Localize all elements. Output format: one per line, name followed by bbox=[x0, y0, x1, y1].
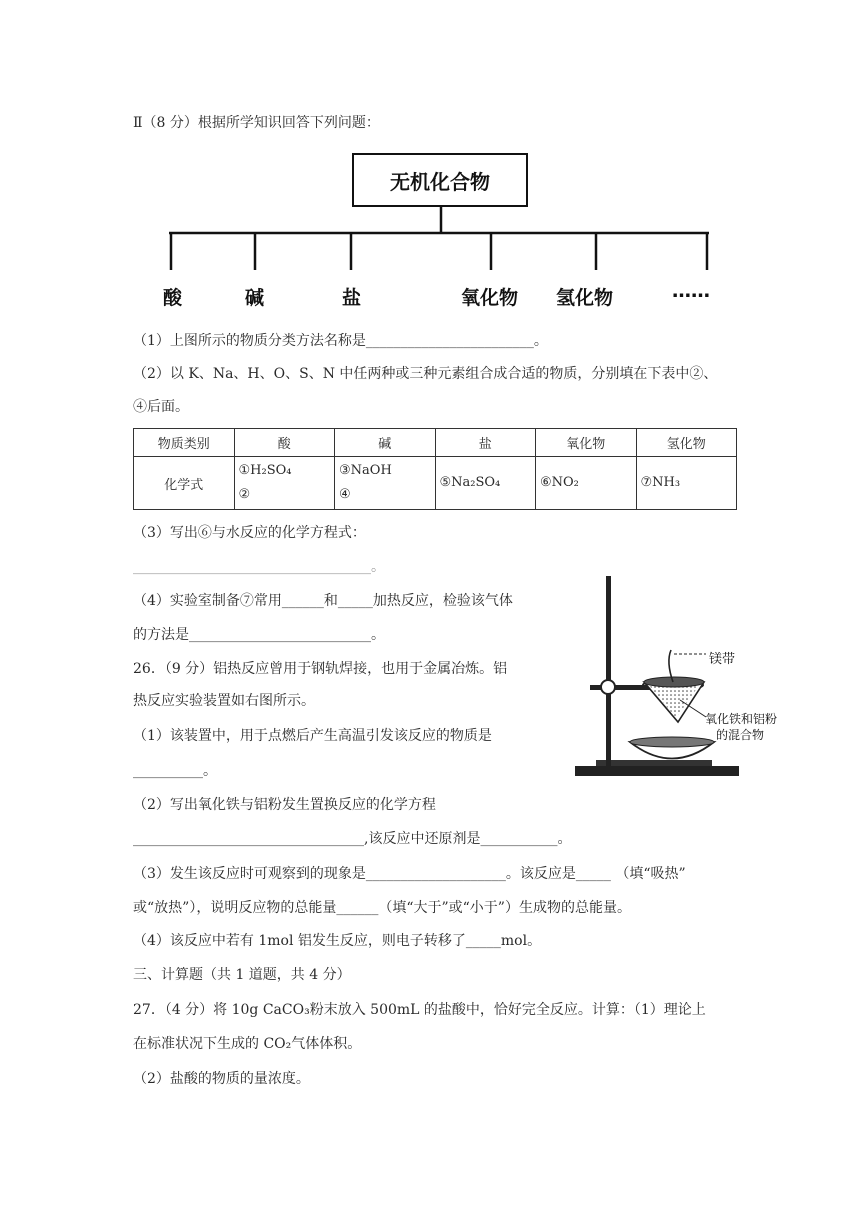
tree-root-box: 无机化合物 bbox=[352, 153, 528, 207]
table-cell-hydride: ⑦NH₃ bbox=[636, 457, 737, 510]
question-26-3-line1: （3）发生该反应时可观察到的现象是____________________。该反应是_____ （填“吸热” bbox=[133, 866, 686, 882]
apparatus-label-mixture-1: 氧化铁和铝粉 bbox=[705, 712, 778, 726]
question-26-3-line2: 或“放热”），说明反应物的总能量______（填“大于”或“小于”）生成物的总能量。 bbox=[133, 900, 631, 916]
table-header-cell: 酸 bbox=[234, 429, 335, 457]
thermite-apparatus-figure bbox=[570, 570, 770, 785]
table-row bbox=[134, 457, 737, 510]
tree-node-base: 碱 bbox=[245, 287, 265, 309]
question-27-2: （2）盐酸的物质的量浓度。 bbox=[133, 1071, 310, 1087]
table-cell-salt: ⑤Na₂SO₄ bbox=[435, 457, 536, 510]
table-header-cell: 盐 bbox=[435, 429, 536, 457]
substance-table bbox=[133, 428, 737, 510]
table-row-label: 化学式 bbox=[134, 457, 235, 510]
apparatus-label-magnesium: 镁带 bbox=[709, 652, 736, 667]
tree-node-hydride: 氢化物 bbox=[556, 287, 614, 309]
question-2-line2: ④后面。 bbox=[133, 399, 189, 415]
base-formula-1: ③NaOH bbox=[339, 463, 392, 478]
question-4-line1: （4）实验室制备⑦常用______和_____加热反应，检验该气体 bbox=[133, 593, 513, 609]
tree-node-ellipsis: …… bbox=[672, 280, 710, 302]
table-header-cell: 氢化物 bbox=[636, 429, 737, 457]
table-cell-base bbox=[335, 457, 436, 510]
question-4-line2: 的方法是__________________________。 bbox=[133, 627, 385, 643]
section-3-heading: 三、计算题（共 1 道题，共 4 分） bbox=[133, 967, 351, 983]
question-3-blank: __________________________________。 bbox=[133, 559, 385, 575]
question-26-4: （4）该反应中若有 1mol 铝发生反应，则电子转移了_____mol。 bbox=[133, 933, 542, 949]
question-header: Ⅱ（8 分）根据所学知识回答下列问题： bbox=[133, 115, 380, 131]
table-cell-acid bbox=[234, 457, 335, 510]
question-1: （1）上图所示的物质分类方法名称是________________________。 bbox=[133, 333, 548, 349]
table-header-cell: 碱 bbox=[335, 429, 436, 457]
table-cell-oxide: ⑥NO₂ bbox=[536, 457, 637, 510]
table-header-cell: 物质类别 bbox=[134, 429, 235, 457]
question-27-line1: 27．（4 分）将 10g CaCO₃粉末放入 500mL 的盐酸中，恰好完全反应。计算：（1）理论上 bbox=[133, 1002, 706, 1018]
acid-formula-1: ①H₂SO₄ bbox=[238, 463, 292, 478]
table-header-row bbox=[134, 429, 737, 457]
table-header-cell: 氧化物 bbox=[536, 429, 637, 457]
question-26-2-blank: _________________________________,该反应中还原剂是___________。 bbox=[133, 831, 572, 847]
tree-node-salt: 盐 bbox=[342, 287, 362, 309]
question-26-1: （1）该装置中，用于点燃后产生高温引发该反应的物质是 bbox=[133, 728, 492, 744]
base-formula-2: ④ bbox=[339, 487, 351, 502]
apparatus-label-mixture-2: 的混合物 bbox=[716, 728, 765, 742]
question-3: （3）写出⑥与水反应的化学方程式： bbox=[133, 525, 366, 541]
acid-formula-2: ② bbox=[238, 487, 251, 502]
tree-node-oxide: 氧化物 bbox=[461, 287, 519, 309]
tree-node-acid: 酸 bbox=[163, 287, 183, 309]
question-27-line2: 在标准状况下生成的 CO₂气体体积。 bbox=[133, 1036, 362, 1052]
tree-connectors bbox=[0, 0, 865, 300]
question-26-2: （2）写出氧化铁与铝粉发生置换反应的化学方程 bbox=[133, 797, 436, 813]
question-2-line1: （2）以 K、Na、H、O、S、N 中任两种或三种元素组合成合适的物质，分别填在下表中②、 bbox=[133, 366, 718, 382]
question-26-line2: 热反应实验装置如右图所示。 bbox=[133, 693, 315, 709]
question-26-1-blank: __________。 bbox=[133, 763, 217, 779]
question-26-line1: 26．（9 分）铝热反应曾用于钢轨焊接，也用于金属冶炼。铝 bbox=[133, 661, 508, 677]
